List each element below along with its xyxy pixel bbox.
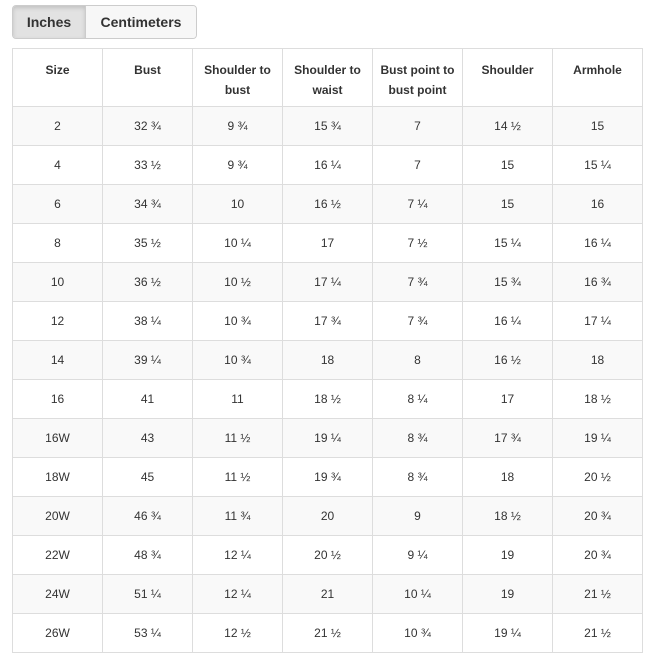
table-row — [13, 107, 643, 146]
table-cell: 16W — [13, 419, 103, 458]
table-cell: 18 ½ — [463, 497, 553, 536]
table-cell: 7 ¼ — [373, 185, 463, 224]
table-cell: 46 ¾ — [103, 497, 193, 536]
table-cell: 16 — [13, 380, 103, 419]
table-cell: 16 ½ — [283, 185, 373, 224]
table-cell: 16 ¼ — [553, 224, 643, 263]
table-cell: 20 ¾ — [553, 536, 643, 575]
table-cell: 11 ½ — [193, 419, 283, 458]
table-cell: 24W — [13, 575, 103, 614]
table-cell: 19 — [463, 536, 553, 575]
table-cell: 10 — [193, 185, 283, 224]
table-cell: 19 ¼ — [553, 419, 643, 458]
table-cell: 22W — [13, 536, 103, 575]
table-cell: 9 ¾ — [193, 107, 283, 146]
table-cell: 38 ¼ — [103, 302, 193, 341]
header-bust: Bust — [103, 49, 193, 107]
table-cell: 9 — [373, 497, 463, 536]
table-row — [13, 146, 643, 185]
table-cell: 18 ½ — [553, 380, 643, 419]
table-cell: 15 ¾ — [463, 263, 553, 302]
size-chart-table — [12, 48, 643, 653]
table-cell: 9 ¾ — [193, 146, 283, 185]
table-cell: 12 ¼ — [193, 536, 283, 575]
header-armhole: Armhole — [553, 49, 643, 107]
table-row — [13, 224, 643, 263]
table-header-row — [13, 49, 643, 107]
table-cell: 10 ¼ — [193, 224, 283, 263]
table-cell: 19 ¼ — [463, 614, 553, 653]
tab-centimeters[interactable]: Centimeters — [86, 6, 196, 38]
table-cell: 15 ¼ — [463, 224, 553, 263]
table-cell: 39 ¼ — [103, 341, 193, 380]
table-cell: 15 ¼ — [553, 146, 643, 185]
table-cell: 7 — [373, 107, 463, 146]
table-cell: 7 ¾ — [373, 302, 463, 341]
table-cell: 17 ¾ — [463, 419, 553, 458]
table-row — [13, 614, 643, 653]
table-row — [13, 419, 643, 458]
table-row — [13, 536, 643, 575]
unit-toggle — [12, 5, 197, 39]
table-cell: 41 — [103, 380, 193, 419]
table-row — [13, 497, 643, 536]
table-cell: 8 ¼ — [373, 380, 463, 419]
table-cell: 10 ¾ — [193, 302, 283, 341]
table-cell: 7 ½ — [373, 224, 463, 263]
table-row — [13, 575, 643, 614]
table-cell: 11 ¾ — [193, 497, 283, 536]
header-shoulder: Shoulder — [463, 49, 553, 107]
table-row — [13, 302, 643, 341]
table-row — [13, 341, 643, 380]
table-row — [13, 185, 643, 224]
table-cell: 20 ½ — [553, 458, 643, 497]
table-cell: 33 ½ — [103, 146, 193, 185]
table-cell: 7 ¾ — [373, 263, 463, 302]
table-cell: 15 — [553, 107, 643, 146]
table-cell: 17 ¾ — [283, 302, 373, 341]
table-cell: 11 — [193, 380, 283, 419]
table-cell: 10 ¾ — [193, 341, 283, 380]
table-cell: 16 ¼ — [283, 146, 373, 185]
table-cell: 15 ¾ — [283, 107, 373, 146]
table-cell: 34 ¾ — [103, 185, 193, 224]
table-cell: 45 — [103, 458, 193, 497]
table-cell: 7 — [373, 146, 463, 185]
table-cell: 17 — [283, 224, 373, 263]
table-cell: 16 ¼ — [463, 302, 553, 341]
table-cell: 12 — [13, 302, 103, 341]
table-cell: 32 ¾ — [103, 107, 193, 146]
table-cell: 21 ½ — [553, 614, 643, 653]
table-cell: 18 — [283, 341, 373, 380]
table-cell: 8 ¾ — [373, 458, 463, 497]
table-cell: 10 ½ — [193, 263, 283, 302]
table-cell: 18 ½ — [283, 380, 373, 419]
table-cell: 21 ½ — [283, 614, 373, 653]
table-cell: 21 ½ — [553, 575, 643, 614]
table-cell: 18 — [463, 458, 553, 497]
table-cell: 16 ½ — [463, 341, 553, 380]
table-cell: 19 — [463, 575, 553, 614]
table-cell: 14 ½ — [463, 107, 553, 146]
header-shoulder-to-bust: Shoulder to bust — [193, 49, 283, 107]
table-cell: 35 ½ — [103, 224, 193, 263]
table-cell: 10 — [13, 263, 103, 302]
table-cell: 15 — [463, 185, 553, 224]
table-cell: 12 ¼ — [193, 575, 283, 614]
table-row — [13, 458, 643, 497]
table-cell: 20 — [283, 497, 373, 536]
header-shoulder-to-waist: Shoulder to waist — [283, 49, 373, 107]
table-cell: 17 ¼ — [283, 263, 373, 302]
table-cell: 14 — [13, 341, 103, 380]
table-cell: 21 — [283, 575, 373, 614]
table-cell: 6 — [13, 185, 103, 224]
table-cell: 17 — [463, 380, 553, 419]
table-cell: 16 — [553, 185, 643, 224]
table-cell: 8 ¾ — [373, 419, 463, 458]
table-cell: 51 ¼ — [103, 575, 193, 614]
table-cell: 53 ¼ — [103, 614, 193, 653]
header-bust-point-to-bust-point: Bust point to bust point — [373, 49, 463, 107]
table-cell: 10 ¼ — [373, 575, 463, 614]
table-cell: 8 — [13, 224, 103, 263]
table-cell: 15 — [463, 146, 553, 185]
table-cell: 19 ¾ — [283, 458, 373, 497]
table-cell: 10 ¾ — [373, 614, 463, 653]
table-cell: 20 ½ — [283, 536, 373, 575]
table-cell: 4 — [13, 146, 103, 185]
table-cell: 43 — [103, 419, 193, 458]
table-cell: 17 ¼ — [553, 302, 643, 341]
table-cell: 20 ¾ — [553, 497, 643, 536]
table-cell: 8 — [373, 341, 463, 380]
table-cell: 36 ½ — [103, 263, 193, 302]
table-cell: 19 ¼ — [283, 419, 373, 458]
table-cell: 2 — [13, 107, 103, 146]
table-cell: 18 — [553, 341, 643, 380]
table-row — [13, 380, 643, 419]
table-cell: 11 ½ — [193, 458, 283, 497]
table-row — [13, 263, 643, 302]
header-size: Size — [13, 49, 103, 107]
table-cell: 9 ¼ — [373, 536, 463, 575]
table-cell: 26W — [13, 614, 103, 653]
tab-inches[interactable]: Inches — [13, 6, 86, 38]
table-cell: 20W — [13, 497, 103, 536]
table-cell: 16 ¾ — [553, 263, 643, 302]
table-cell: 48 ¾ — [103, 536, 193, 575]
table-cell: 12 ½ — [193, 614, 283, 653]
table-cell: 18W — [13, 458, 103, 497]
